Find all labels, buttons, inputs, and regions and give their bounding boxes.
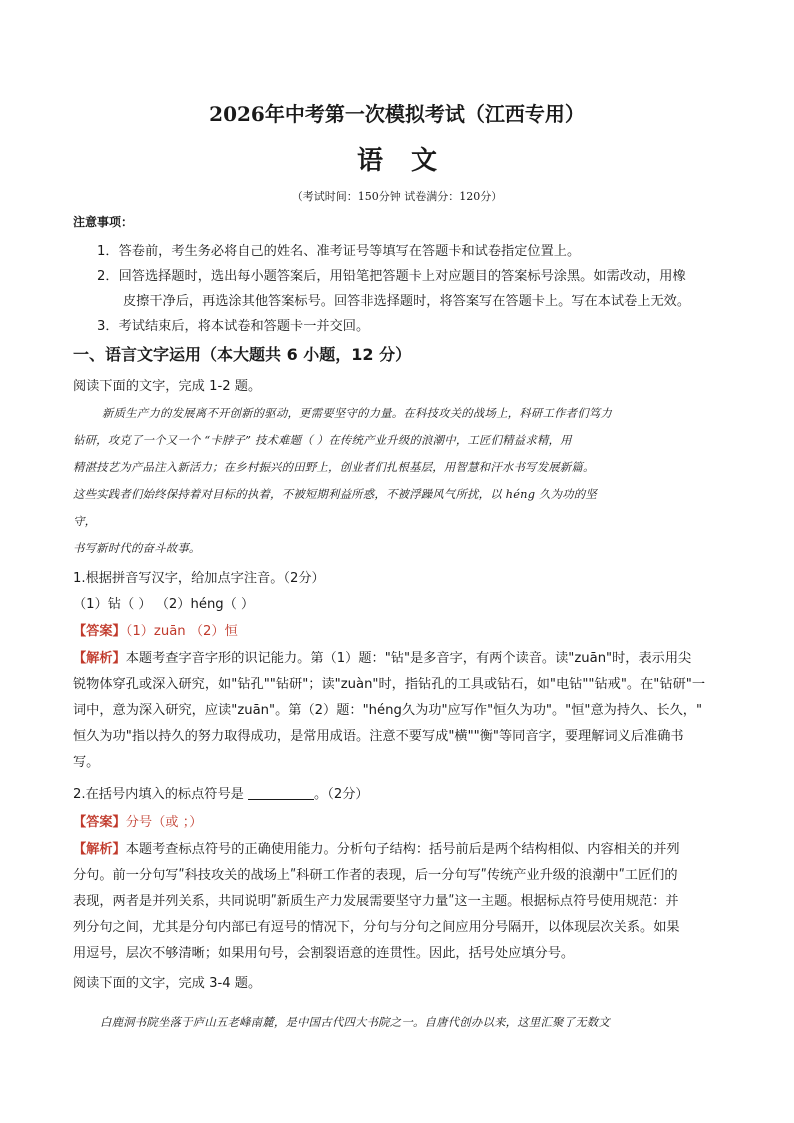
q2-analysis-line-5: 用逗号，层次不够清晰；如果用句号，会割裂语意的连贯性。因此，括号处应填分号。	[73, 946, 575, 961]
exam-info: （考试时间：150分钟 试卷满分：120分）	[291, 190, 503, 203]
analysis-text: 本题考查字音字形的识记能力。第（1）题："钻"是多音字，有两个读音。读"zuān"时，表示用尖	[125, 651, 692, 666]
q1-analysis-line-3: 词中，意为深入研究，应读"zuān"。第（2）题："héng久为功"应写作"恒久为功"。"恒"意为持久、长久，"	[73, 703, 703, 718]
analysis-tag: 【解析】	[73, 651, 126, 666]
q1-blanks: （1）钻（ ） （2）héng（ ）	[73, 597, 255, 612]
q2-answer-text: 分号（或 ；）	[125, 815, 203, 830]
q1-analysis-line-5: 写。	[73, 755, 100, 770]
answer-tag: 【答案】	[73, 624, 126, 639]
q1-analysis-line-2: 锐物体穿孔或深入研究，如"钻孔""钻研"；读"zuàn"时，指钻孔的工具或钻石，如"电钻""钻戒"。在"钻研"一	[73, 677, 706, 692]
exam-title: 2026年中考第一次模拟考试（江西专用）	[209, 102, 585, 126]
passage-line-1: 新质生产力的发展离不开创新的驱动，更需要坚守的力量。在科技攻关的战场上，科研工作者们笃力	[102, 406, 612, 420]
subject-title: 语文	[356, 146, 465, 176]
reading-intro-1: 阅读下面的文字，完成 1-2 题。	[73, 379, 262, 394]
note-item-3: 3．考试结束后，将本试卷和答题卡一并交回。	[97, 319, 370, 334]
note-item-2-cont: 皮擦干净后，再选涂其他答案标号。回答非选择题时，将答案写在答题卡上。写在本试卷上无效。	[123, 294, 691, 309]
analysis-text: 本题考查标点符号的正确使用能力。分析句子结构：括号前后是两个结构相似、内容相关的并列	[125, 842, 680, 857]
passage-line-6: 书写新时代的奋斗故事。	[73, 541, 201, 555]
q1-answer	[73, 620, 238, 639]
answer-tag: 【答案】	[73, 815, 126, 830]
q2-prompt-text: 2.在括号内填入的标点符号是	[73, 787, 244, 802]
reading-intro-2: 阅读下面的文字，完成 3-4 题。	[73, 976, 262, 991]
passage-line-5: 守，	[73, 514, 97, 528]
q2-prompt	[73, 783, 369, 802]
q1-prompt: 1.根据拼音写汉字，给加点字注音。（2分）	[73, 571, 325, 586]
q2-answer	[73, 811, 202, 830]
q2-prompt-tail: 。（2分）	[314, 787, 369, 802]
passage2-line-1: 白鹿洞书院坐落于庐山五老峰南麓，是中国古代四大书院之一。自唐代创办以来，这里汇聚了无数文	[100, 1015, 610, 1029]
passage-line-2: 钻研，攻克了一个又一个 “卡脖子” 技术难题（ ）在传统产业升级的浪潮中，工匠们精益求精，用	[73, 433, 572, 447]
note-item-2: 2．回答选择题时，选出每小题答案后，用铅笔把答题卡上对应题目的答案标号涂黑。如需改动，用橡	[97, 269, 686, 284]
q2-analysis-line-1	[73, 838, 680, 857]
passage-line-3: 精湛技艺为产品注入新活力；在乡村振兴的田野上，创业者们扎根基层，用智慧和汗水书写发展新篇。	[73, 460, 595, 474]
q2-analysis-line-3: 表现，两者是并列关系，共同说明ʺ新质生产力发展需要坚守力量ʺ这一主题。根据标点符号使用规范：并	[73, 894, 679, 909]
q2-analysis-line-4: 列分句之间，尤其是分句内部已有逗号的情况下，分句与分句之间应用分号隔开，以体现层次关系。如果	[73, 920, 680, 935]
section-heading: 一、语言文字运用（本大题共 6 小题，12 分）	[73, 345, 412, 364]
answer-blank	[248, 787, 314, 800]
q1-answer-text: （1）zuān （2）恒	[125, 624, 238, 639]
q1-analysis-line-1	[73, 647, 691, 666]
note-item-1: 1．答卷前，考生务必将自己的姓名、准考证号等填写在答题卡和试卷指定位置上。	[97, 244, 581, 259]
passage-line-4: 这些实践者们始终保持着对目标的执着，不被短期利益所惑，不被浮躁风气所扰，以 héng 久为功的坚	[73, 487, 597, 501]
q2-analysis-line-2: 分句。前一分句写ʺ科技攻关的战场上ʺ科研工作者的表现，后一分句写ʺ传统产业升级的浪潮中ʺ工匠们的	[73, 868, 678, 883]
q1-analysis-line-4: 恒久为功"指以持久的努力取得成功，是常用成语。注意不要写成"横""衡"等同音字，要理解词义后准确书	[73, 729, 684, 744]
analysis-tag: 【解析】	[73, 842, 126, 857]
notes-heading: 注意事项：	[73, 215, 134, 229]
